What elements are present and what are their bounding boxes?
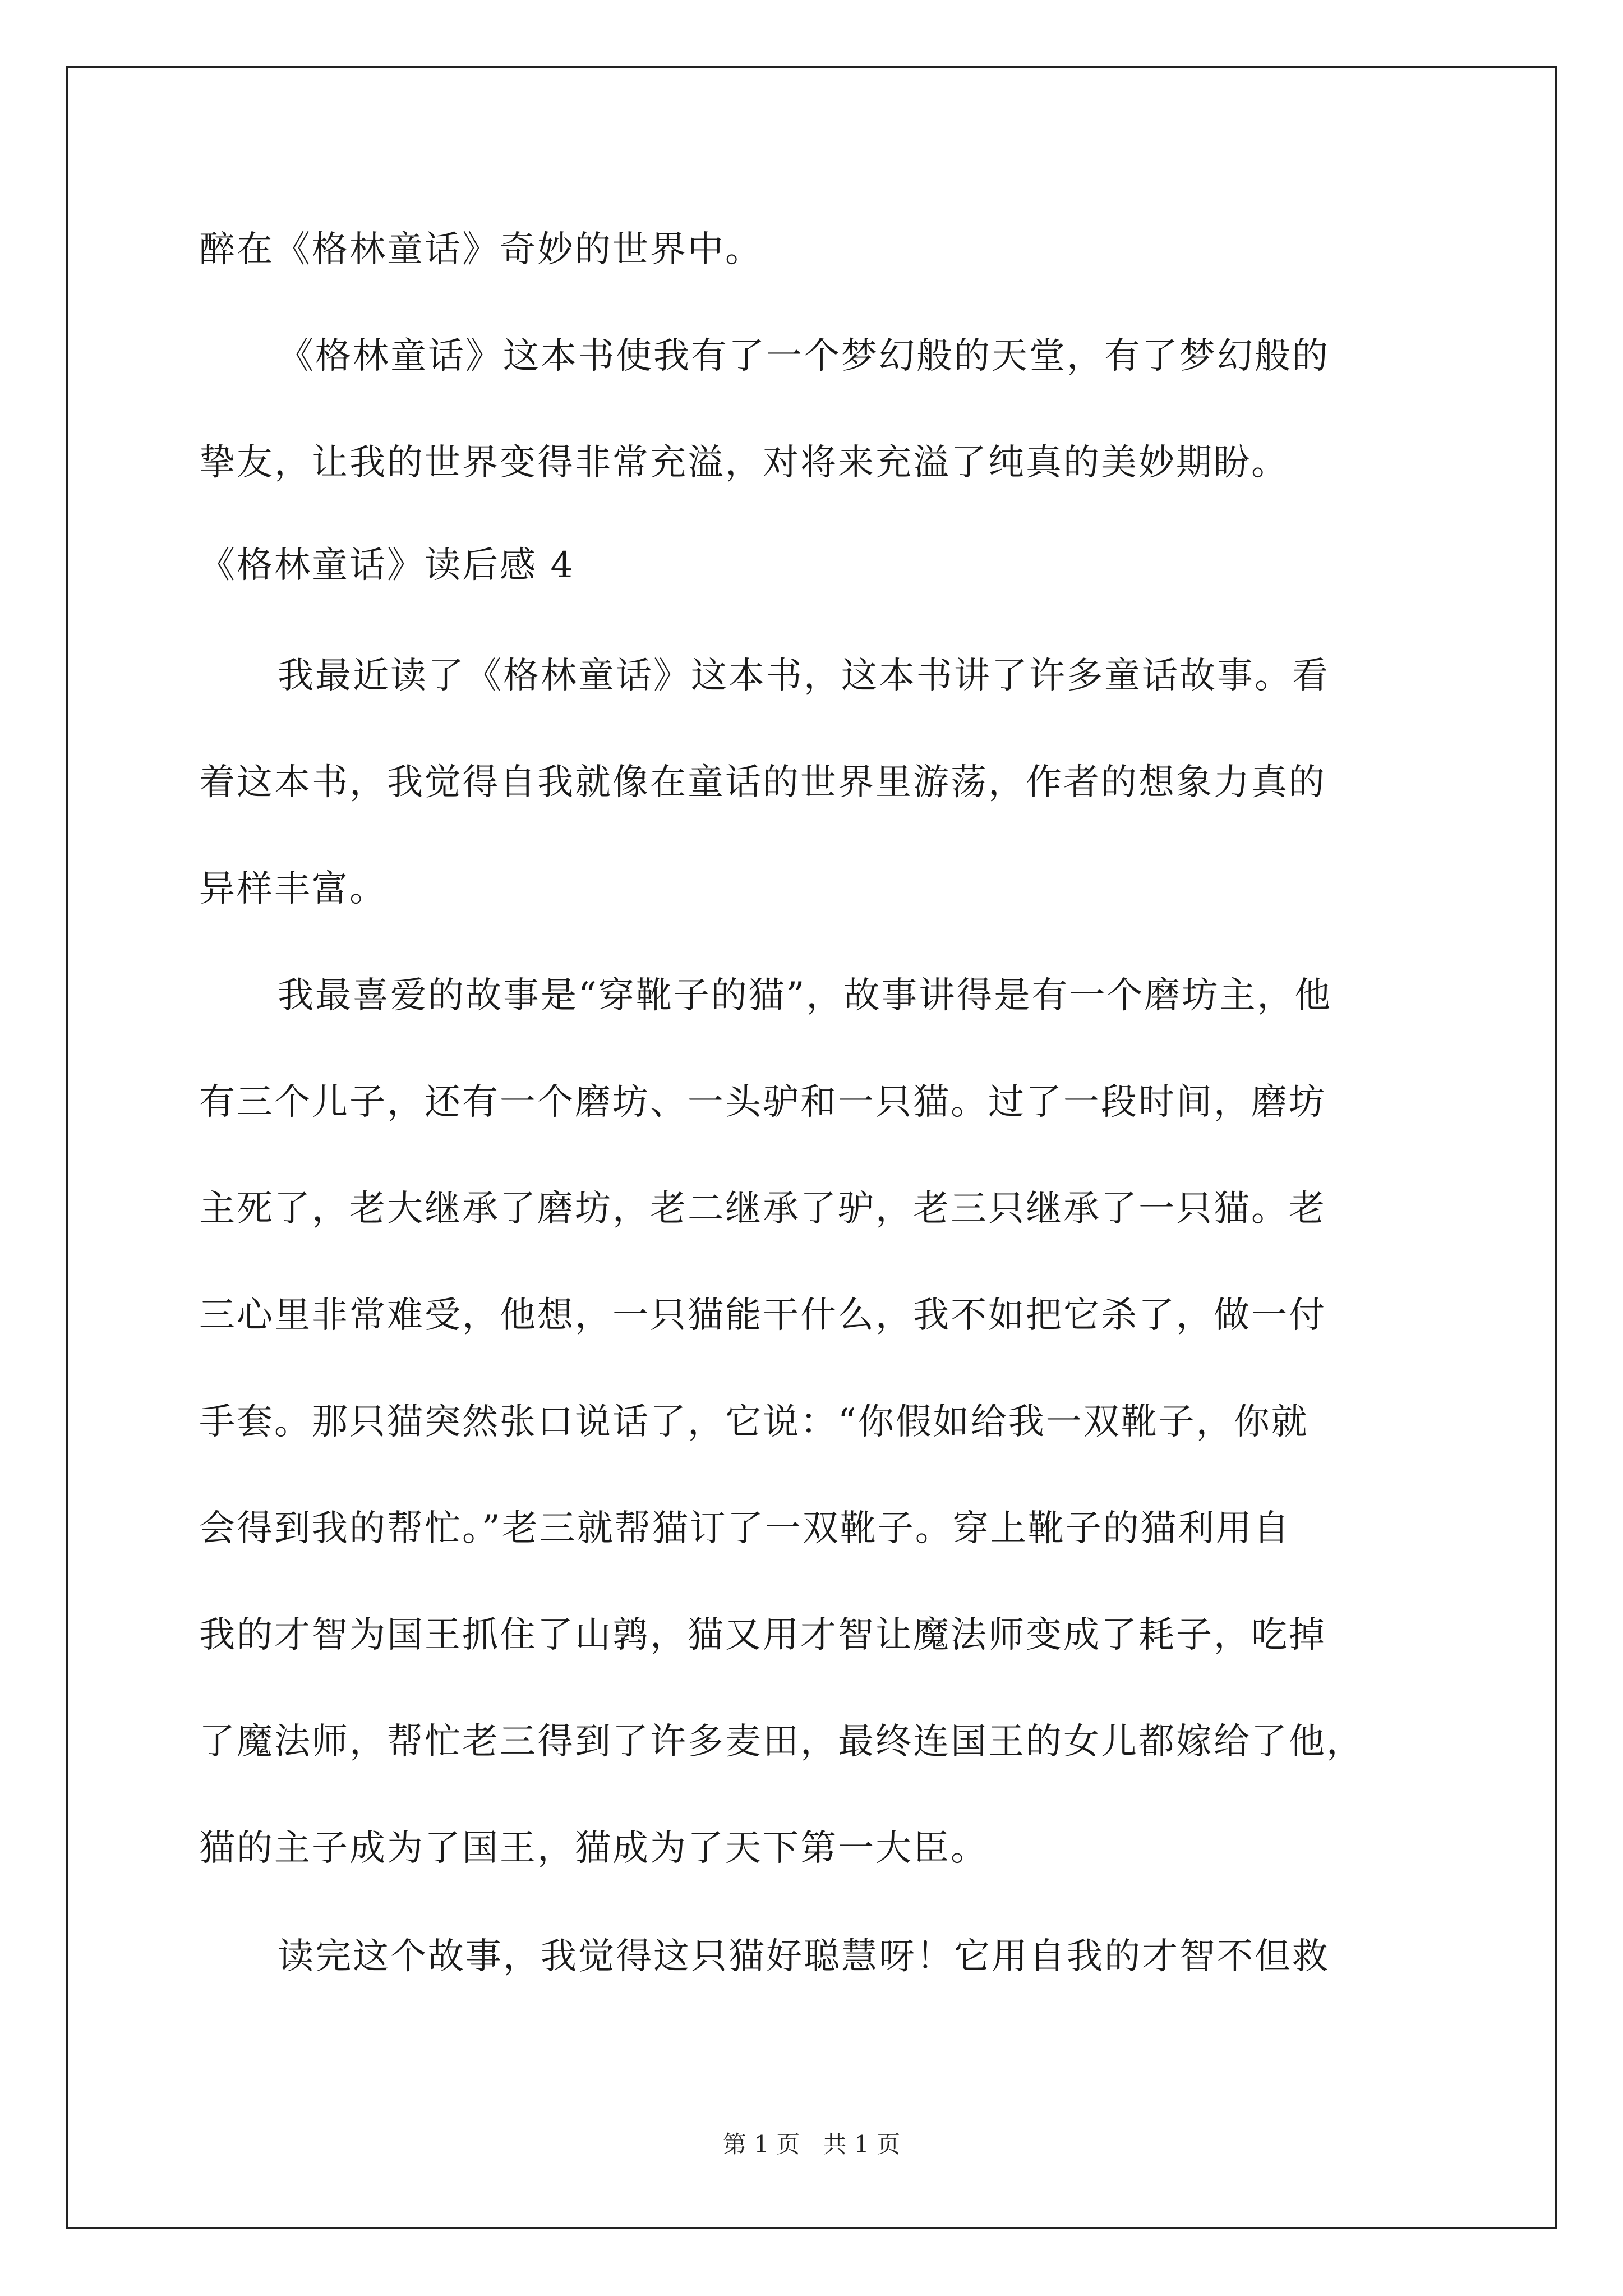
paragraph-line: 猫的主子成为了国王，猫成为了天下第一大臣。 bbox=[199, 1828, 988, 1869]
paragraph-line: 我的才智为国王抓住了山鹑，猫又用才智让魔法师变成了耗子，吃掉 bbox=[199, 1614, 1326, 1656]
paragraph-line: 着这本书，我觉得自我就像在童话的世界里游荡，作者的想象力真的 bbox=[199, 762, 1326, 803]
paragraph-line: 手套。那只猫突然张口说话了，它说：“你假如给我一双靴子，你就 bbox=[199, 1401, 1309, 1443]
page-footer bbox=[0, 2131, 1623, 2159]
paragraph-line: 会得到我的帮忙。”老三就帮猫订了一双靴子。穿上靴子的猫利用自 bbox=[199, 1508, 1291, 1549]
paragraph-line: 有三个儿子，还有一个磨坊、一头驴和一只猫。过了一段时间，磨坊 bbox=[199, 1082, 1326, 1123]
paragraph-line: 了魔法师，帮忙老三得到了许多麦田，最终连国王的女儿都嫁给了他， bbox=[199, 1721, 1364, 1763]
paragraph-line: 读完这个故事，我觉得这只猫好聪慧呀！它用自我的才智不但救 bbox=[278, 1936, 1330, 1977]
page-number: 第 1 页 bbox=[722, 2131, 800, 2158]
paragraph-line: 醉在《格林童话》奇妙的世界中。 bbox=[199, 229, 763, 270]
paragraph-line: 挚友，让我的世界变得非常充溢，对将来充溢了纯真的美妙期盼。 bbox=[199, 442, 1289, 484]
page-border bbox=[66, 66, 1557, 2229]
paragraph-line: 《格林童话》这本书使我有了一个梦幻般的天堂，有了梦幻般的 bbox=[278, 335, 1330, 377]
paragraph-line: 我最喜爱的故事是“穿靴子的猫”，故事讲得是有一个磨坊主，他 bbox=[278, 975, 1332, 1016]
paragraph-line: 三心里非常难受，他想，一只猫能干什么，我不如把它杀了，做一付 bbox=[199, 1295, 1326, 1336]
section-heading: 《格林童话》读后感 4 bbox=[199, 545, 575, 586]
paragraph-line: 我最近读了《格林童话》这本书，这本书讲了许多童话故事。看 bbox=[278, 655, 1330, 697]
paragraph-line: 主死了，老大继承了磨坊，老二继承了驴，老三只继承了一只猫。老 bbox=[199, 1188, 1326, 1230]
paragraph-line: 异样丰富。 bbox=[199, 868, 387, 910]
page-total: 共 1 页 bbox=[823, 2131, 901, 2158]
